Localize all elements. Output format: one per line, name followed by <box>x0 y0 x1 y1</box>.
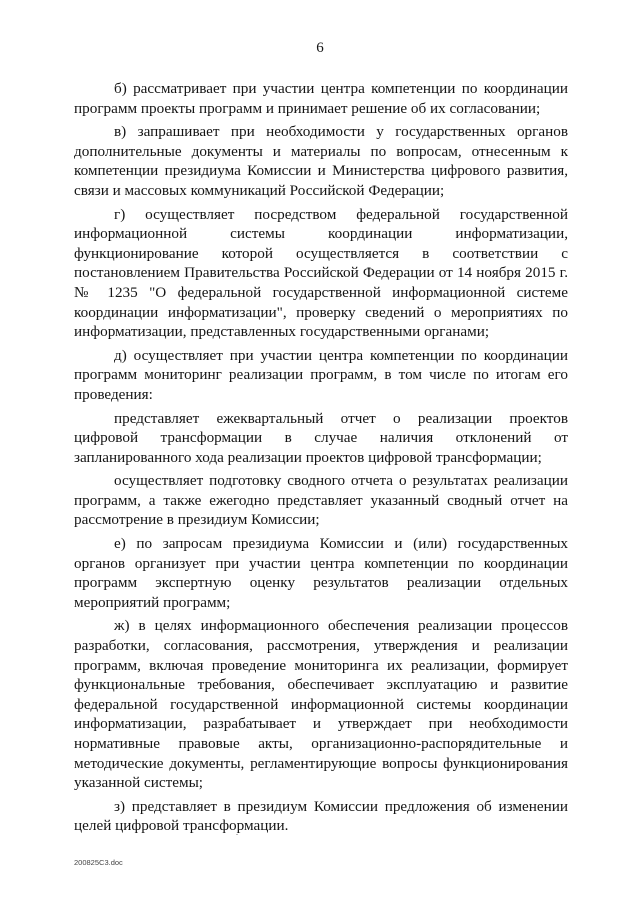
paragraph-z: з) представляет в президиум Комиссии предложения об изменении целей цифровой трансформации. <box>74 797 568 835</box>
paragraph-d-item-1: представляет ежеквартальный отчет о реализации проектов цифровой трансформации в случае наличия отклонений от запланированного хода реализации проектов цифровой трансформации; <box>74 409 568 466</box>
paragraph-zh: ж) в целях информационного обеспечения реализации процессов разработки, согласования, рассмотрения, утверждения и реализации программ, включая проведение мониторинга их реализации, формирует функциональные требования, обеспечивает эксплуатацию и развитие федеральной государственной информационной системы координации информатизации, разрабатывает и утверждает при необходимости нормативные правовые акты, организационно-распорядительные и методические документы, регламентирующие вопросы функционирования указанной системы; <box>74 617 568 792</box>
paragraph-d: д) осуществляет при участии центра компетенции по координации программ мониторинг реализации программ, в том числе по итогам его проведения: <box>74 346 568 403</box>
document-body <box>74 79 568 840</box>
page-number: 6 <box>316 40 324 56</box>
footer-file-code: 200825С3.doc <box>74 858 123 867</box>
paragraph-v: в) запрашивает при необходимости у государственных органов дополнительные документы и материалы по вопросам, отнесенным к компетенции президиума Комиссии и Министерства цифрового развития, связи и массовых коммуникаций Российской Федерации; <box>74 123 568 199</box>
scan-artifact <box>236 834 238 835</box>
paragraph-e: е) по запросам президиума Комиссии и (или) государственных органов организует при участии центра компетенции по координации программ экспертную оценку результатов реализации отдельных мероприятий программ; <box>74 535 568 611</box>
paragraph-d-item-2: осуществляет подготовку сводного отчета о результатах реализации программ, а также ежегодно представляет указанный сводный отчет на рассмотрение в президиум Комиссии; <box>74 472 568 529</box>
paragraph-b: б) рассматривает при участии центра компетенции по координации программ проекты программ и принимает решение об их согласовании; <box>74 80 568 117</box>
paragraph-g: г) осуществляет посредством федеральной государственной информационной системы координации информатизации, функционирование которой осуществляется в соответствии с постановлением Правительства Российской Федерации от 14 ноября 2015 г. № 1235 "О федеральной государственной информационной системе координации информатизации", проверку сведений о мероприятиях по информатизации, представленных государственными органами; <box>74 205 568 341</box>
